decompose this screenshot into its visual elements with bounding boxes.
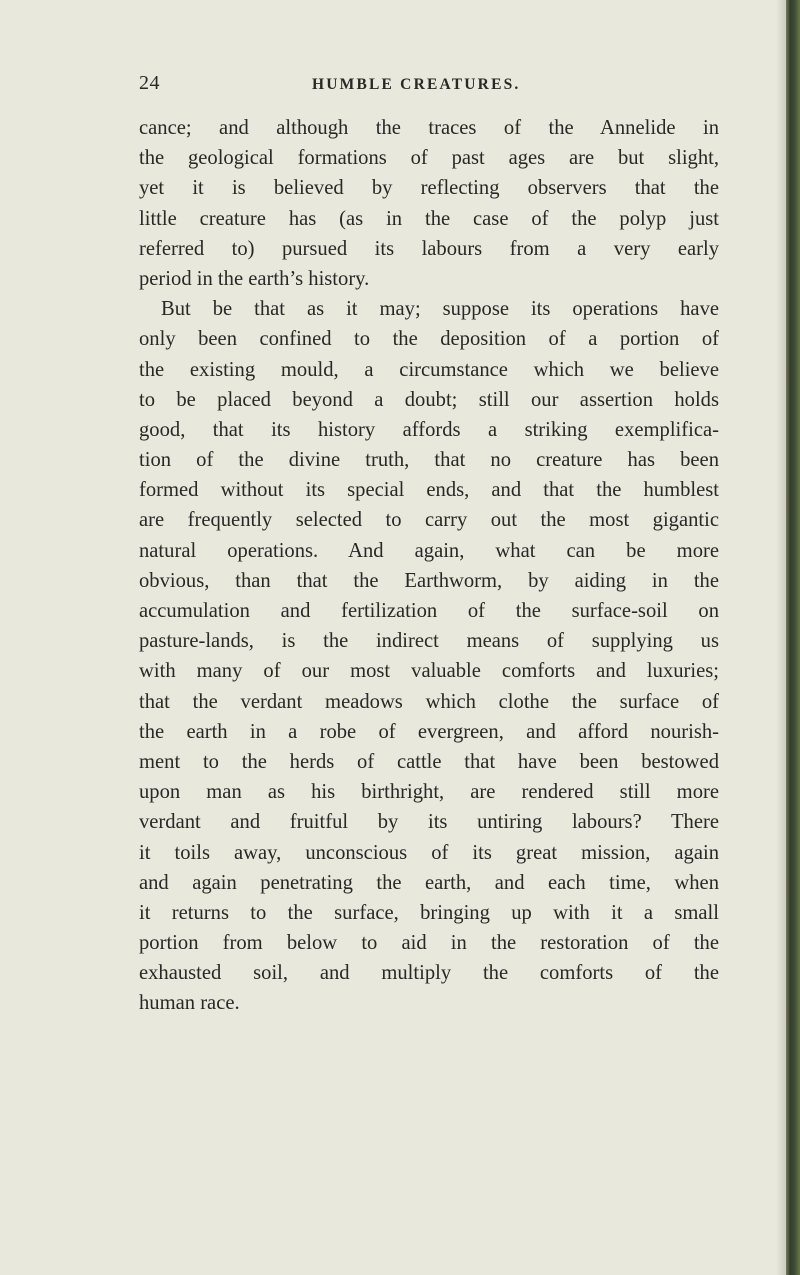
text-line: and again penetrating the earth, and each time, when: [139, 871, 719, 894]
text-line: upon man as his birthright, are rendered still more: [139, 781, 719, 804]
text-line: are frequently selected to carry out the most gigantic: [139, 509, 719, 532]
text-line: pasture-lands, is the indirect means of supplying us: [139, 630, 719, 653]
text-line: that the verdant meadows which clothe the surface of: [139, 690, 719, 713]
text-line: period in the earth’s history.: [139, 267, 370, 290]
text-line: good, that its history affords a striking exemplifica-: [139, 418, 719, 441]
body-text: [139, 113, 719, 1019]
text-line: only been confined to the deposition of a portion of: [139, 328, 719, 351]
page-edge-shadow: [776, 0, 786, 1275]
text-line: human race.: [139, 992, 240, 1015]
running-head: HUMBLE CREATURES.: [312, 76, 521, 93]
page-number: 24: [139, 72, 160, 94]
text-line: tion of the divine truth, that no creature has been: [139, 449, 719, 472]
paragraph-1: [139, 113, 719, 294]
text-line: referred to) pursued its labours from a very early: [139, 237, 719, 260]
text-line: exhausted soil, and multiply the comforts of the: [139, 962, 719, 985]
text-line: little creature has (as in the case of the polyp just: [139, 207, 719, 230]
text-line: it returns to the surface, bringing up with it a small: [139, 901, 719, 924]
text-line: yet it is believed by reflecting observers that the: [139, 177, 719, 200]
text-line: natural operations. And again, what can be more: [139, 539, 719, 562]
text-line: portion from below to aid in the restoration of the: [139, 932, 719, 955]
text-line: to be placed beyond a doubt; still our assertion holds: [139, 388, 719, 411]
text-line: the geological formations of past ages are but slight,: [139, 147, 719, 170]
text-line: the existing mould, a circumstance which we believe: [139, 358, 719, 381]
text-line: the earth in a robe of evergreen, and afford nourish-: [139, 720, 719, 743]
paragraph-2: [139, 294, 719, 1019]
text-line: ment to the herds of cattle that have been bestowed: [139, 750, 719, 773]
text-line: with many of our most valuable comforts and luxuries;: [139, 660, 719, 683]
text-line: accumulation and fertilization of the surface-soil on: [139, 600, 719, 622]
text-line: verdant and fruitful by its untiring labours? There: [139, 811, 719, 834]
text-line: obvious, than that the Earthworm, by aiding in the: [139, 569, 719, 592]
text-line: cance; and although the traces of the Annelide in: [139, 117, 719, 139]
text-line: formed without its special ends, and that the humblest: [139, 479, 719, 502]
book-edge: [786, 0, 800, 1275]
text-line: it toils away, unconscious of its great mission, again: [139, 841, 719, 864]
text-line: But be that as it may; suppose its operations have: [161, 298, 719, 321]
